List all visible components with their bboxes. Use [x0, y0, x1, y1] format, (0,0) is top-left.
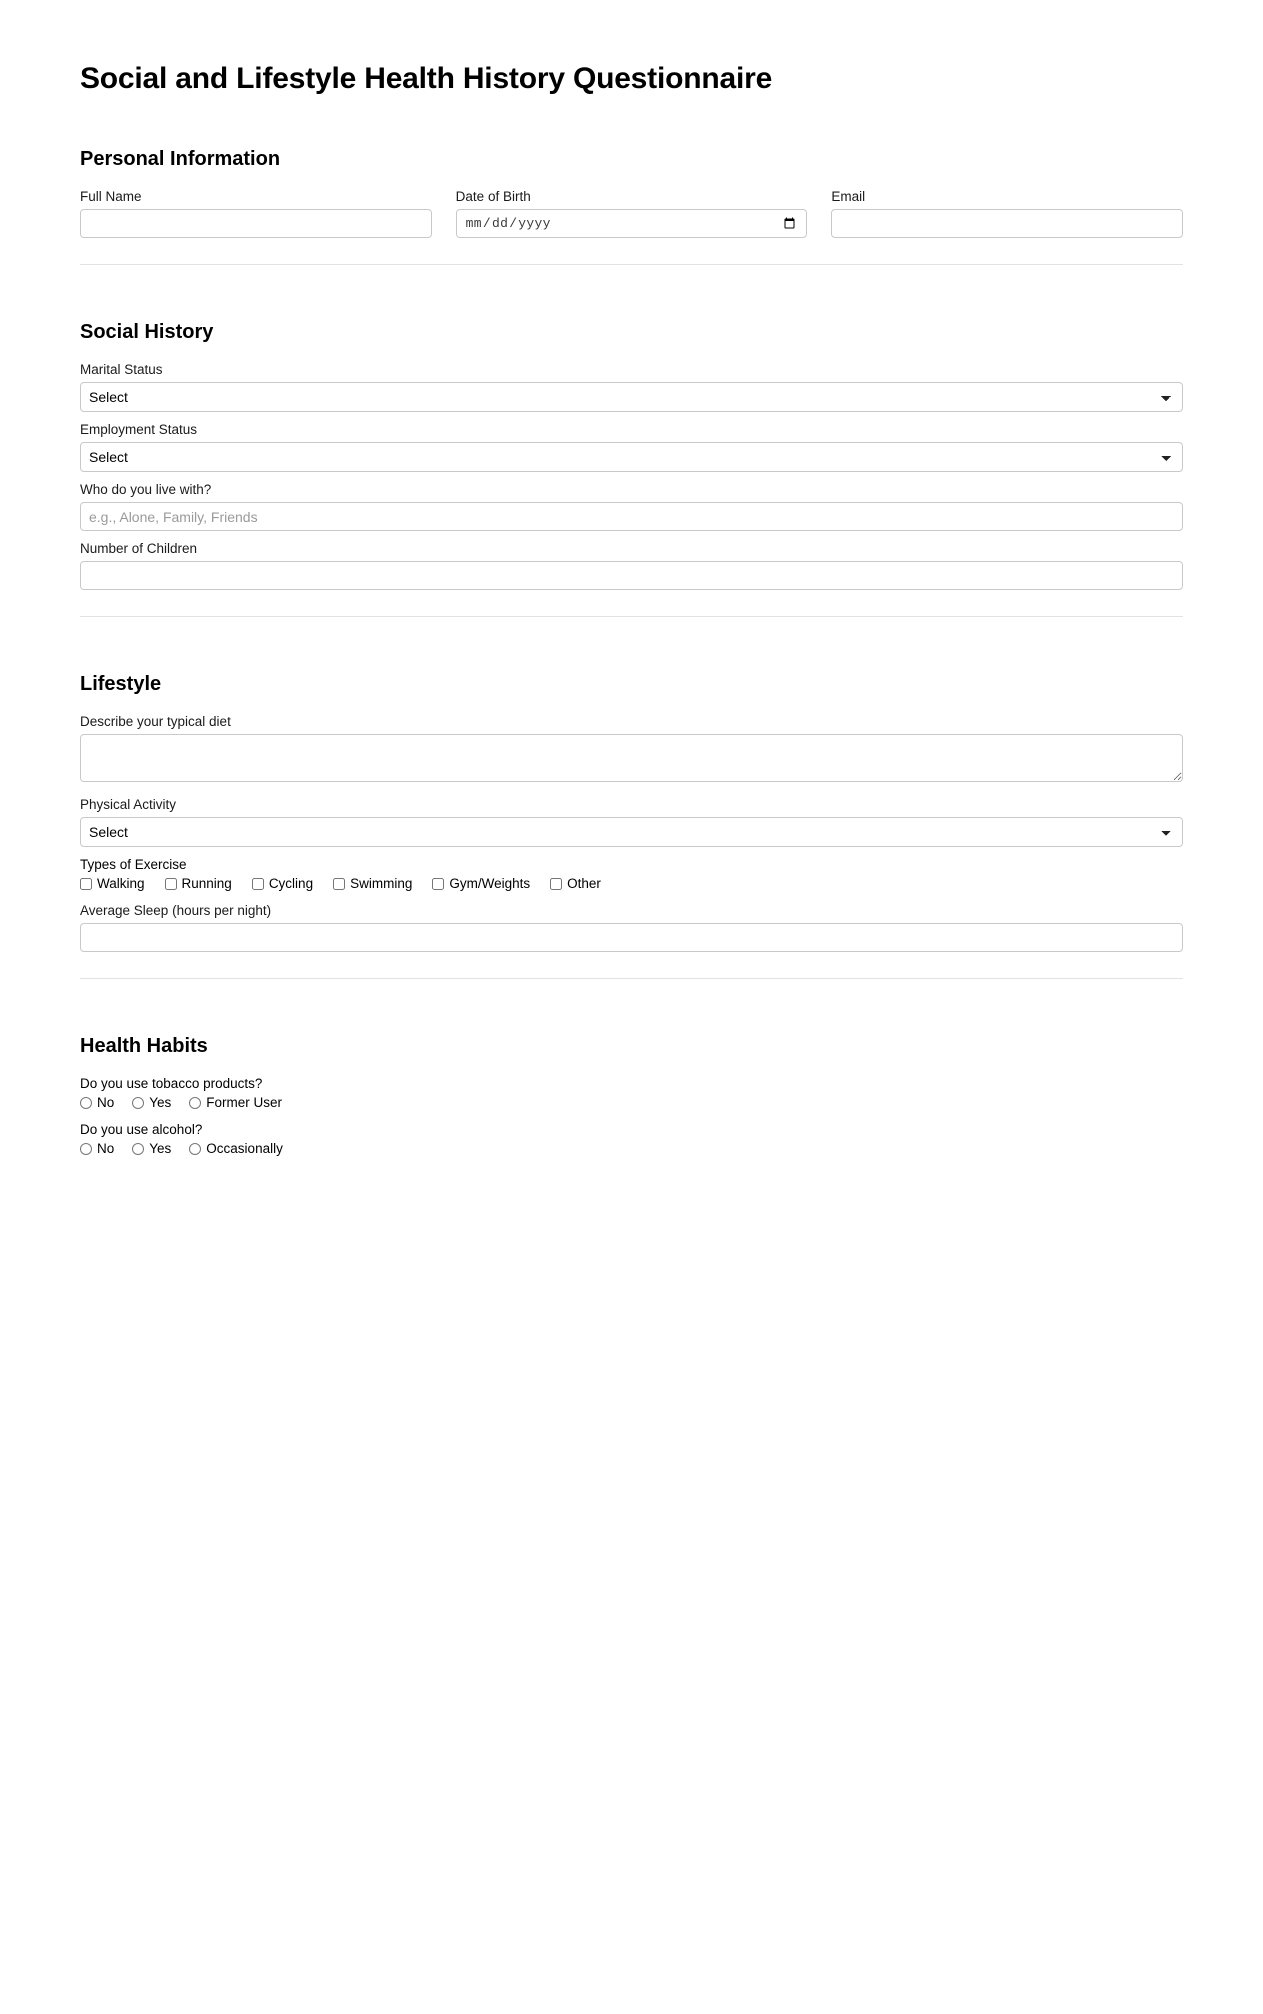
- alcohol-option-label: No: [97, 1141, 115, 1156]
- exercise-option[interactable]: [432, 875, 530, 893]
- section-divider-social: [80, 616, 1183, 617]
- section-personal-information: [80, 148, 1183, 265]
- number-of-children-input[interactable]: [80, 561, 1183, 590]
- alcohol-field: [80, 1122, 1183, 1158]
- full-name-field: [80, 189, 432, 238]
- employment-status-field: [80, 422, 1183, 472]
- average-sleep-label: Average Sleep (hours per night): [80, 903, 272, 918]
- alcohol-radio-2[interactable]: [189, 1143, 201, 1155]
- date-of-birth-field: [456, 189, 808, 238]
- exercise-option[interactable]: [165, 875, 232, 893]
- average-sleep-input[interactable]: [80, 923, 1183, 952]
- exercise-option[interactable]: [252, 875, 313, 893]
- exercise-option-label: Cycling: [268, 876, 314, 891]
- alcohol-option[interactable]: [189, 1140, 283, 1158]
- email-field: [831, 189, 1183, 238]
- section-title-personal-information: Personal Information: [80, 148, 281, 170]
- tobacco-options: [80, 1094, 1183, 1112]
- section-title-health-habits: Health Habits: [80, 1035, 208, 1057]
- alcohol-label: Do you use alcohol?: [80, 1122, 203, 1137]
- employment-status-select[interactable]: [80, 442, 1183, 472]
- exercise-option[interactable]: [80, 875, 145, 893]
- tobacco-option[interactable]: [189, 1094, 282, 1112]
- marital-status-select[interactable]: [80, 382, 1183, 412]
- number-of-children-label: Number of Children: [80, 541, 198, 556]
- tobacco-label: Do you use tobacco products?: [80, 1076, 263, 1091]
- alcohol-option[interactable]: [80, 1140, 114, 1158]
- exercise-types-field: [80, 857, 1183, 893]
- exercise-checkbox-5[interactable]: [550, 878, 562, 890]
- date-of-birth-label: Date of Birth: [455, 189, 531, 204]
- exercise-option[interactable]: [333, 875, 412, 893]
- exercise-checkbox-3[interactable]: [333, 878, 345, 890]
- employment-status-label: Employment Status: [80, 422, 198, 437]
- section-social-history: [80, 321, 1183, 617]
- diet-textarea[interactable]: [80, 734, 1183, 782]
- tobacco-option-label: No: [97, 1095, 115, 1110]
- tobacco-option-label: Former User: [206, 1095, 283, 1110]
- exercise-option-label: Gym/Weights: [449, 876, 531, 891]
- section-lifestyle: [80, 673, 1183, 979]
- marital-status-field: [80, 362, 1183, 412]
- diet-field: [80, 714, 1183, 787]
- tobacco-radio-0[interactable]: [80, 1097, 92, 1109]
- physical-activity-label: Physical Activity: [80, 797, 177, 812]
- section-title-lifestyle: Lifestyle: [80, 673, 162, 695]
- section-divider-personal: [80, 264, 1183, 265]
- exercise-option[interactable]: [550, 875, 601, 893]
- full-name-input[interactable]: [80, 209, 432, 238]
- alcohol-option-label: Yes: [149, 1141, 172, 1156]
- average-sleep-field: [80, 903, 1183, 952]
- tobacco-option[interactable]: [80, 1094, 114, 1112]
- physical-activity-select[interactable]: [80, 817, 1183, 847]
- diet-label: Describe your typical diet: [80, 714, 231, 729]
- exercise-option-label: Walking: [97, 876, 145, 891]
- exercise-types-options: [80, 875, 1183, 893]
- email-label: Email: [831, 189, 866, 204]
- alcohol-option[interactable]: [132, 1140, 171, 1158]
- tobacco-field: [80, 1076, 1183, 1112]
- live-with-label: Who do you live with?: [80, 482, 212, 497]
- number-of-children-field: [80, 541, 1183, 590]
- page-title: Social and Lifestyle Health History Questionnaire: [80, 62, 773, 95]
- tobacco-option-label: Yes: [149, 1095, 172, 1110]
- exercise-checkbox-2[interactable]: [252, 878, 264, 890]
- section-divider-lifestyle: [80, 978, 1183, 979]
- section-health-habits: [80, 1035, 1183, 1158]
- email-input[interactable]: [831, 209, 1183, 238]
- date-of-birth-input[interactable]: [456, 209, 808, 238]
- alcohol-radio-0[interactable]: [80, 1143, 92, 1155]
- exercise-checkbox-0[interactable]: [80, 878, 92, 890]
- alcohol-radio-1[interactable]: [132, 1143, 144, 1155]
- exercise-types-label: Types of Exercise: [80, 857, 187, 872]
- marital-status-label: Marital Status: [80, 362, 163, 377]
- exercise-option-label: Swimming: [350, 876, 413, 891]
- exercise-checkbox-4[interactable]: [432, 878, 444, 890]
- live-with-field: [80, 482, 1183, 531]
- personal-information-row: [80, 189, 1183, 238]
- alcohol-options: [80, 1140, 1183, 1158]
- alcohol-option-label: Occasionally: [206, 1141, 283, 1156]
- tobacco-radio-1[interactable]: [132, 1097, 144, 1109]
- physical-activity-field: [80, 797, 1183, 847]
- exercise-checkbox-1[interactable]: [165, 878, 177, 890]
- exercise-option-label: Running: [181, 876, 232, 891]
- exercise-option-label: Other: [567, 876, 601, 891]
- tobacco-radio-2[interactable]: [189, 1097, 201, 1109]
- section-title-social-history: Social History: [80, 321, 214, 343]
- full-name-label: Full Name: [80, 189, 142, 204]
- tobacco-option[interactable]: [132, 1094, 171, 1112]
- live-with-input[interactable]: [80, 502, 1183, 531]
